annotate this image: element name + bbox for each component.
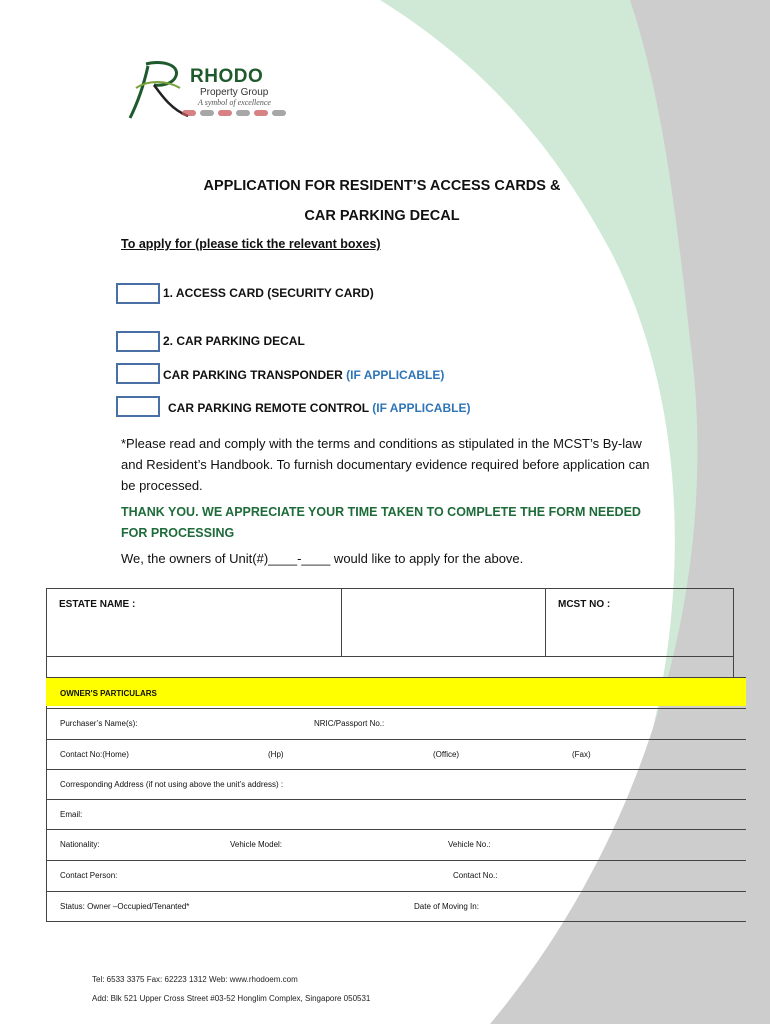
footer-address: Add: Blk 521 Upper Cross Street #03-52 Honglim Complex, Singapore 050531 bbox=[92, 994, 371, 1003]
option-label: CAR PARKING TRANSPONDER bbox=[163, 368, 343, 382]
estate-name-cell[interactable] bbox=[47, 589, 342, 657]
award-badge-icon bbox=[236, 110, 250, 116]
apply-instruction: To apply for (please tick the relevant boxes) bbox=[121, 237, 381, 251]
terms-paragraph: *Please read and comply with the terms and conditions as stipulated in the MCST’s By-law and Resident’s Handbook. To furnish documentary evidence required before application can be processed. bbox=[121, 436, 650, 493]
table-bottom-border bbox=[46, 921, 746, 922]
option-label: 1. ACCESS CARD (SECURITY CARD) bbox=[163, 286, 374, 300]
award-badges bbox=[182, 110, 286, 116]
option-access-card bbox=[163, 286, 374, 300]
contact-home-label: Contact No:(Home) bbox=[60, 750, 129, 759]
option-transponder bbox=[163, 368, 444, 382]
transponder-checkbox[interactable] bbox=[116, 363, 160, 384]
nationality-row[interactable] bbox=[46, 829, 746, 860]
purchaser-label: Purchaser’s Name(s): bbox=[60, 719, 138, 728]
footer-contact: Tel: 6533 3375 Fax: 62223 1312 Web: www.rhodoem.com bbox=[92, 975, 298, 984]
contact-person-label: Contact Person: bbox=[60, 871, 118, 880]
nric-label: NRIC/Passport No.: bbox=[314, 719, 385, 728]
address-label: Corresponding Address (if not using above the unit’s address) : bbox=[60, 780, 284, 789]
form-title-line2: CAR PARKING DECAL bbox=[304, 208, 460, 224]
option-note: (IF APPLICABLE) bbox=[346, 368, 445, 382]
award-badge-icon bbox=[218, 110, 232, 116]
option-note: (IF APPLICABLE) bbox=[372, 401, 471, 415]
access-card-checkbox[interactable] bbox=[116, 283, 160, 304]
option-label: 2. CAR PARKING DECAL bbox=[163, 334, 305, 348]
moving-date-label: Date of Moving In: bbox=[414, 902, 479, 911]
owners-header-label: OWNER'S PARTICULARS bbox=[60, 689, 157, 698]
logo-name: RHODO bbox=[190, 66, 264, 87]
fax-label: (Fax) bbox=[572, 750, 591, 759]
award-badge-icon bbox=[200, 110, 214, 116]
owners-particulars-header bbox=[46, 677, 746, 706]
email-row[interactable] bbox=[46, 799, 746, 830]
award-badge-icon bbox=[182, 110, 196, 116]
option-parking-decal bbox=[163, 334, 305, 348]
purchaser-row[interactable] bbox=[46, 708, 746, 739]
option-remote-control bbox=[168, 401, 470, 415]
table-spacer-row bbox=[46, 656, 734, 677]
logo-tagline: A symbol of excellence bbox=[198, 98, 271, 107]
owners-statement: We, the owners of Unit(#)____-____ would like to apply for the above. bbox=[121, 551, 524, 566]
contact-person-row[interactable] bbox=[46, 860, 746, 891]
form-title-line1: APPLICATION FOR RESIDENT’S ACCESS CARDS & bbox=[203, 178, 561, 194]
logo-subtitle: Property Group bbox=[200, 87, 269, 98]
mcst-no-label: MCST NO : bbox=[558, 599, 611, 610]
estate-blank-cell[interactable] bbox=[342, 589, 546, 657]
vehicle-no-label: Vehicle No.: bbox=[448, 840, 491, 849]
award-badge-icon bbox=[272, 110, 286, 116]
address-row[interactable] bbox=[46, 769, 746, 800]
rhodo-logo bbox=[126, 58, 286, 126]
contact-no-label: Contact No.: bbox=[453, 871, 498, 880]
estate-table bbox=[46, 588, 734, 657]
award-badge-icon bbox=[254, 110, 268, 116]
remote-control-checkbox[interactable] bbox=[116, 396, 160, 417]
option-label: CAR PARKING REMOTE CONTROL bbox=[168, 401, 369, 415]
status-row[interactable] bbox=[46, 891, 746, 922]
status-label: Status: Owner –Occupied/Tenanted* bbox=[60, 902, 190, 911]
office-label: (Office) bbox=[433, 750, 460, 759]
email-label: Email: bbox=[60, 810, 83, 819]
thanks-note: THANK YOU. WE APPRECIATE YOUR TIME TAKEN TO COMPLETE THE FORM NEEDED FOR PROCESSING bbox=[121, 505, 641, 540]
nationality-label: Nationality: bbox=[60, 840, 100, 849]
vehicle-model-label: Vehicle Model: bbox=[230, 840, 283, 849]
estate-name-label: ESTATE NAME : bbox=[59, 599, 136, 610]
hp-label: (Hp) bbox=[268, 750, 284, 759]
parking-decal-checkbox[interactable] bbox=[116, 331, 160, 352]
contact-row[interactable] bbox=[46, 739, 746, 770]
